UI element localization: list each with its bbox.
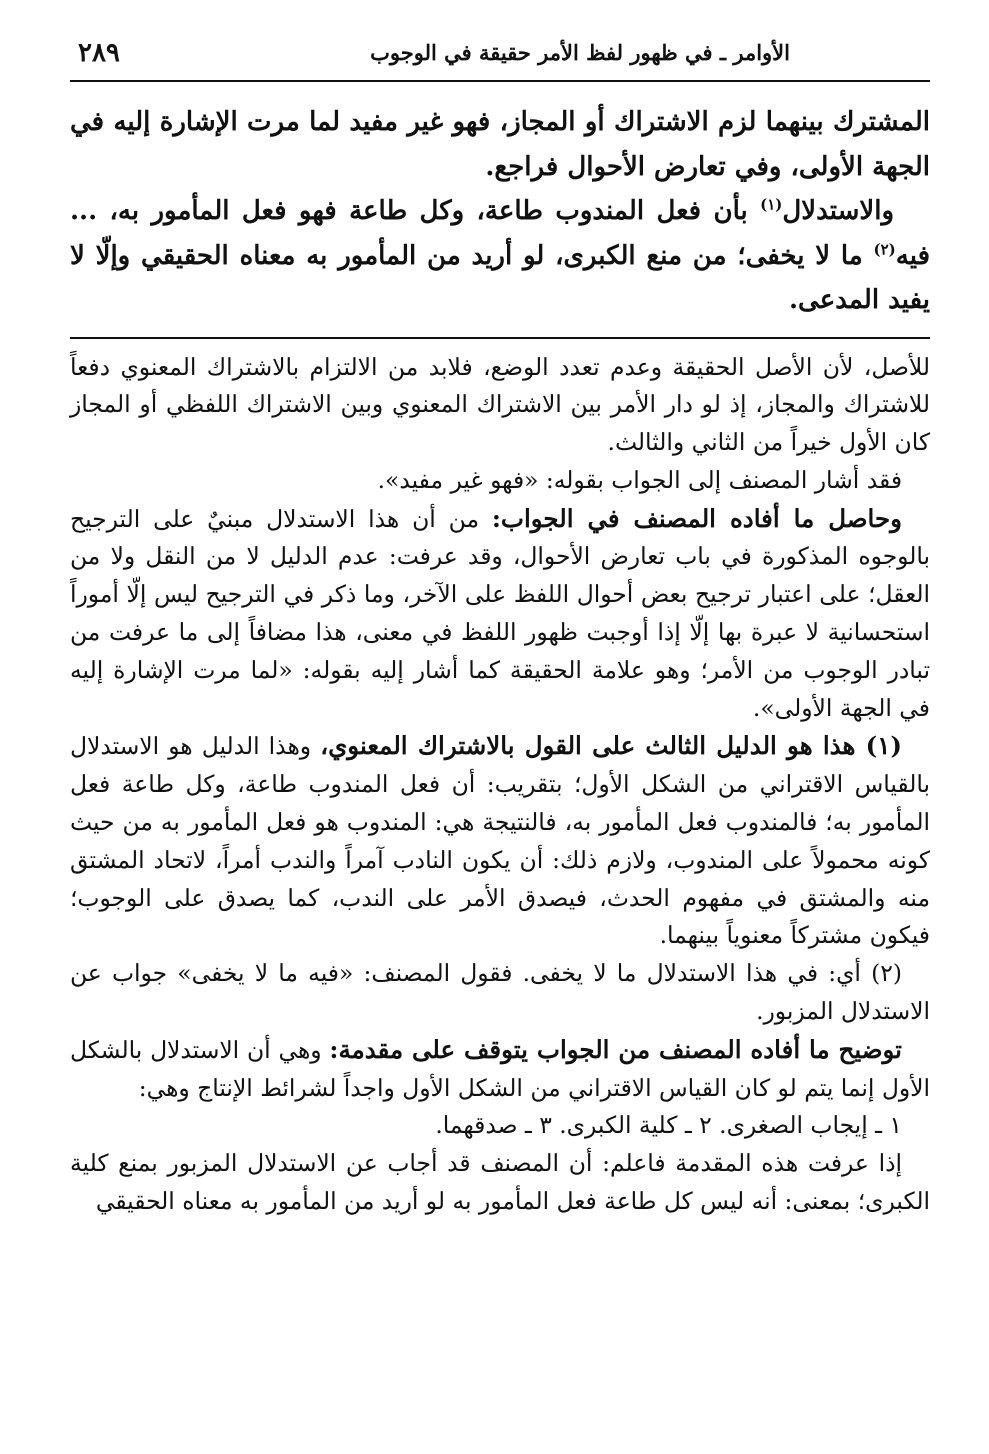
footnote-ref-2: (٢) — [873, 239, 896, 258]
header-rule — [70, 80, 930, 82]
commentary-paragraph-1: للأصل، لأن الأصل الحقيقة وعدم تعدد الوضع، فلابد من الالتزام بالاشتراك المعنوي دفعاً للاشتراك والمجاز، إذ لو دار الأمر بين الاشتراك المعنوي وبين الاشتراك اللفظي أو المجاز كان الأول خيراً من الثاني والثالث. — [70, 352, 930, 457]
main-paragraph-1: المشترك بينهما لزم الاشتراك أو المجاز، فهو غير مفيد لما مرت الإشارة إليه في الجهة الأولى، وفي تعارض الأحوال فراجع. — [70, 107, 930, 182]
commentary-paragraph-8: إذا عرفت هذه المقدمة فاعلم: أن المصنف قد أجاب عن الاستدلال المزبور بمنع كلية الكبرى؛ بمعنى: أنه ليس كل طاعة فعل المأمور به لو أريد من المأمور به معناه الحقيقي — [70, 1149, 930, 1216]
commentary-heading-3: وحاصل ما أفاده المصنف في الجواب: — [491, 503, 902, 533]
main-paragraph-2 — [70, 189, 930, 323]
main-paragraph-2-middle: بأن فعل المندوب طاعة، وكل طاعة فهو فعل المأمور به، ... فيه — [70, 196, 930, 271]
book-page — [70, 38, 930, 1221]
main-text — [70, 100, 930, 323]
page-number: ٢٨٩ — [78, 38, 120, 68]
footnote-ref-1: (١) — [760, 195, 783, 214]
running-title: الأوامر ـ في ظهور لفظ الأمر حقيقة في الوجوب — [370, 40, 790, 65]
conditions-list: ١ ـ إيجاب الصغرى. ٢ ـ كلية الكبرى. ٣ ـ صدقهما. — [435, 1111, 902, 1140]
commentary-heading-6: توضيح ما أفاده المصنف من الجواب يتوقف على مقدمة: — [329, 1034, 903, 1064]
page-header — [70, 38, 930, 82]
commentary-body-3: من أن هذا الاستدلال مبنيٌ على الترجيح بالوجوه المذكورة في باب تعارض الأحوال، وقد عرفت: عدم الدليل لا من النقل ولا من العقل؛ على اعتبار ترجيح بعض أحوال اللفظ على الآخر، وما ذكر في الترجيح ليس إلّا أموراً استحسانية لا عبرة بها إلّا إذا أوجبت ظهور اللفظ في معنى، هذا مضافاً إلى ما عرفت من تبادر الوجوب من الأمر؛ وهو علامة الحقيقة كما أشار إليه بقوله: «لما مرت الإشارة إليه في الجهة الأولى». — [70, 504, 930, 722]
main-paragraph-2-start: والاستدلال — [782, 196, 894, 226]
commentary-paragraph-2: فقد أشار المصنف إلى الجواب بقوله: «فهو غير مفيد». — [377, 465, 902, 494]
footnote-1-heading: (١) هذا هو الدليل الثالث على القول بالاشتراك المعنوي، — [320, 731, 902, 761]
footnote-1-body: وهذا الدليل هو الاستدلال بالقياس الاقتراني من الشكل الأول؛ بتقريب: أن فعل المندوب طاعة، وكل طاعة فعل المأمور به؛ فالمندوب فعل المأمور به، فالنتيجة هي: المندوب هو فعل المأمور به من حيث كونه محمولاً على المندوب، ولازم ذلك: أن يكون النادب آمراً والندب أمراً، لاتحاد المشتق منه والمشتق في مفهوم الحدث، فيصدق الأمر على الندب، كما يصدق على الوجوب؛ فيكون مشتركاً معنوياً بينهما. — [70, 732, 930, 950]
footnote-1 — [70, 727, 930, 955]
commentary — [70, 349, 930, 1221]
commentary-paragraph-6 — [70, 1031, 930, 1108]
commentary-paragraph-3 — [70, 500, 930, 728]
footnote-2: (٢) أي: في هذا الاستدلال ما لا يخفى. فقول المصنف: «فيه ما لا يخفى» جواب عن الاستدلال المزبور. — [70, 959, 930, 1026]
main-paragraph-2-end: ما لا يخفى؛ من منع الكبرى، لو أريد من المأمور به معناه الحقيقي وإلّا لا يفيد المدعى. — [70, 240, 930, 315]
commentary-body-6: وهي أن الاستدلال بالشكل الأول إنما يتم لو كان القياس الاقتراني من الشكل الأول واجداً لشرائط الإنتاج وهي: — [70, 1035, 930, 1102]
section-divider — [70, 337, 930, 339]
